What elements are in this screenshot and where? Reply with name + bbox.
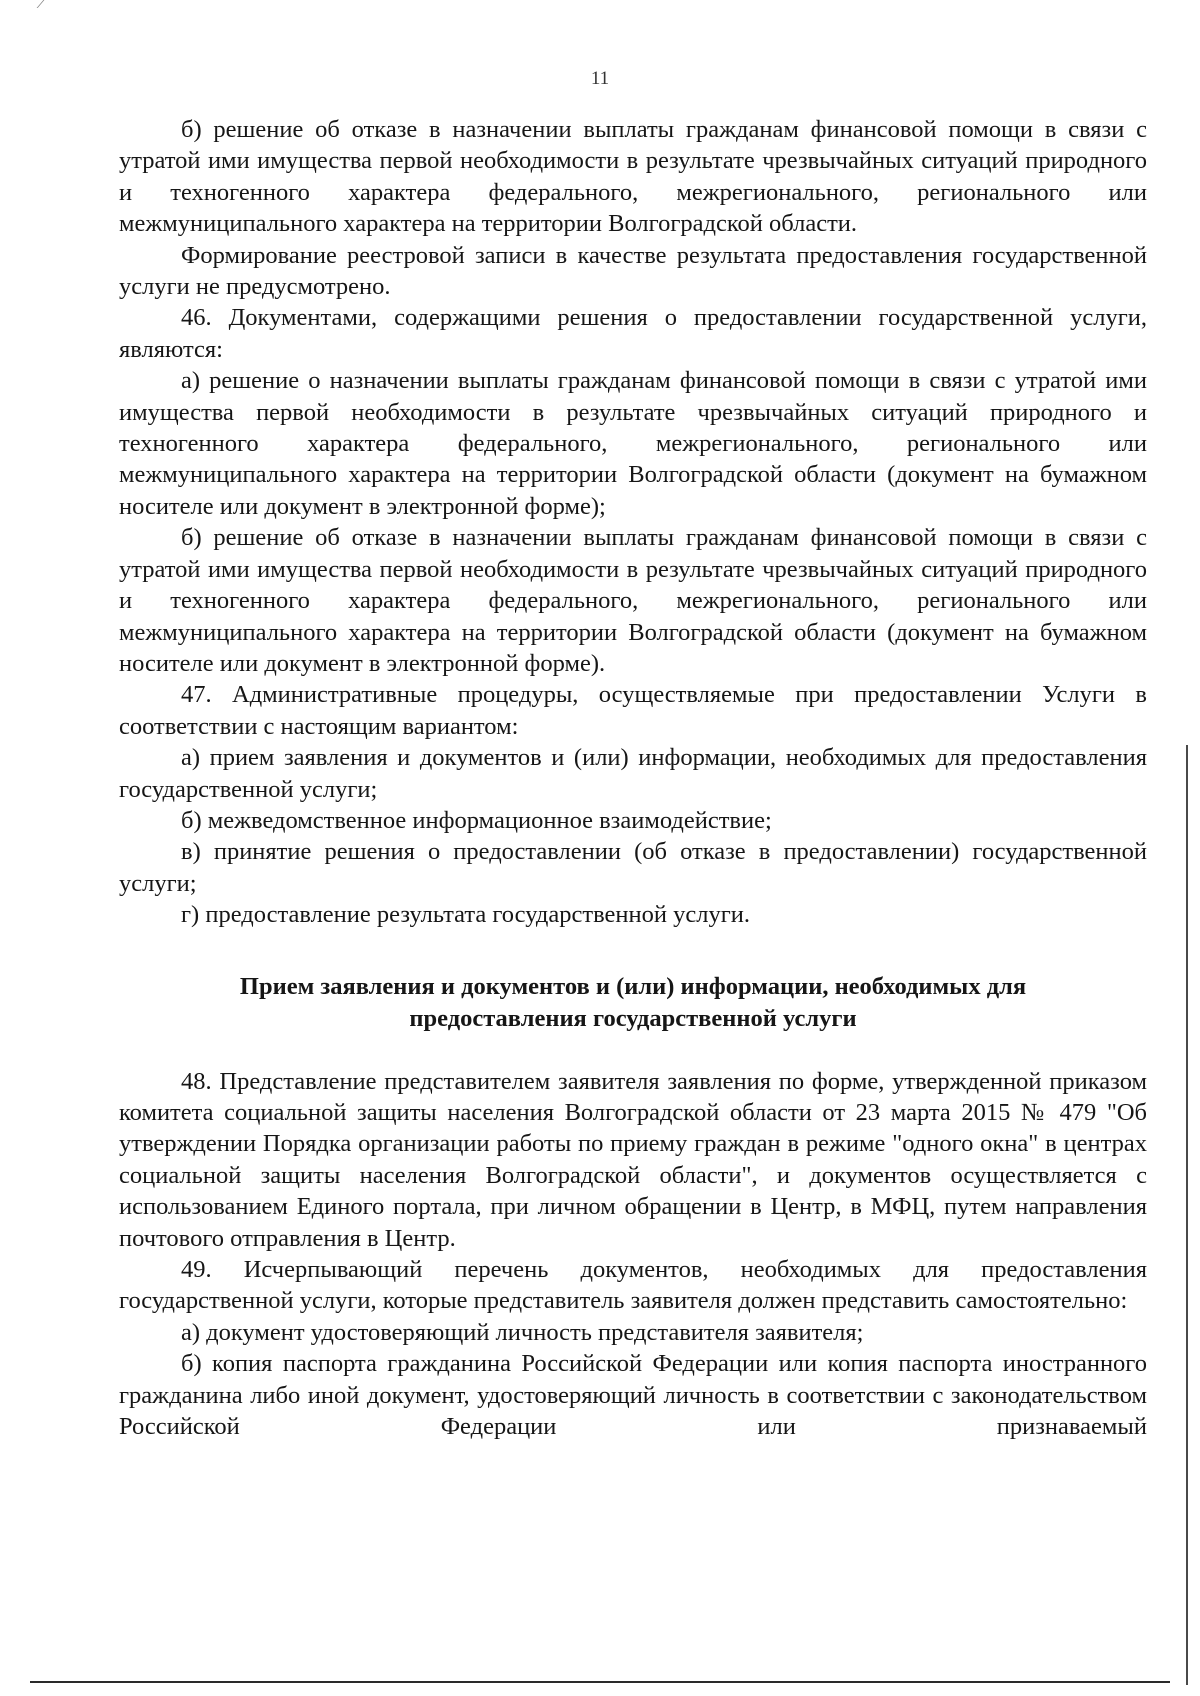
page-number: 11 (590, 68, 610, 89)
scan-corner-mark (37, 0, 59, 8)
section-heading: Прием заявления и документов и (или) информации, необходимых для предоставления государственной услуги (239, 972, 1027, 1032)
paragraph: 47. Административные процедуры, осуществляемые при предоставлении Услуги в соответствии с настоящим вариантом: (119, 681, 1147, 740)
paragraph: 48. Представление представителем заявителя заявления по форме, утвержденной приказом комитета социальной защиты населения Волгоградской области от 23 марта 2015 № 479 "Об утверждении Порядка организации работы по приему граждан в режиме "одного окна" в центрах социальной защиты населения Волгоградской области", и документов осуществляется с использованием Единого портала, при личном обращении в Центр, в МФЦ, путем направления почтового отправления в Центр. (119, 1067, 1147, 1252)
paragraph: 46. Документами, содержащими решения о предоставлении государственной услуги, являются: (119, 304, 1147, 363)
paragraph: 49. Исчерпывающий перечень документов, необходимых для предоставления государственной услуги, которые представитель заявителя должен представить самостоятельно: (119, 1256, 1147, 1315)
paragraph: б) копия паспорта гражданина Российской Федерации или копия паспорта иностранного гражданина либо иной документ, удостоверяющий личность в соответствии с законодательством Российской Федерации или признаваемый (119, 1350, 1147, 1441)
scan-edge-bottom (30, 1681, 1170, 1683)
document-body (119, 114, 1147, 1442)
paragraph: а) прием заявления и документов и (или) информации, необходимых для предоставления государственной услуги; (119, 744, 1147, 803)
paragraph: Формирование реестровой записи в качестве результата предоставления государственной услуги не предусмотрено. (119, 241, 1147, 301)
paragraph: а) решение о назначении выплаты гражданам финансовой помощи в связи с утратой ими имущества первой необходимости в результате чрезвычайных ситуаций природного и техногенного характера федерального, межрегионального, регионального или межмуниципального характера на территории Волгоградской области (документ на бумажном носителе или документ в электронной форме); (119, 367, 1147, 520)
scan-edge-right (1186, 745, 1188, 1685)
paragraph: в) принятие решения о предоставлении (об отказе в предоставлении) государственной услуги; (119, 838, 1147, 897)
paragraph: б) решение об отказе в назначении выплаты гражданам финансовой помощи в связи с утратой ими имущества первой необходимости в результате чрезвычайных ситуаций природного и техногенного характера федерального, межрегионального, регионального или межмуниципального характера на территории Волгоградской области. (119, 116, 1147, 238)
paragraph: б) решение об отказе в назначении выплаты гражданам финансовой помощи в связи с утратой ими имущества первой необходимости в результате чрезвычайных ситуаций природного и техногенного характера федерального, межрегионального, регионального или межмуниципального характера на территории Волгоградской области (документ на бумажном носителе или документ в электронной форме). (119, 524, 1147, 677)
paragraph: г) предоставление результата государственной услуги. (181, 901, 750, 929)
paragraph: б) межведомственное информационное взаимодействие; (181, 806, 772, 834)
paragraph: а) документ удостоверяющий личность представителя заявителя; (181, 1318, 864, 1346)
